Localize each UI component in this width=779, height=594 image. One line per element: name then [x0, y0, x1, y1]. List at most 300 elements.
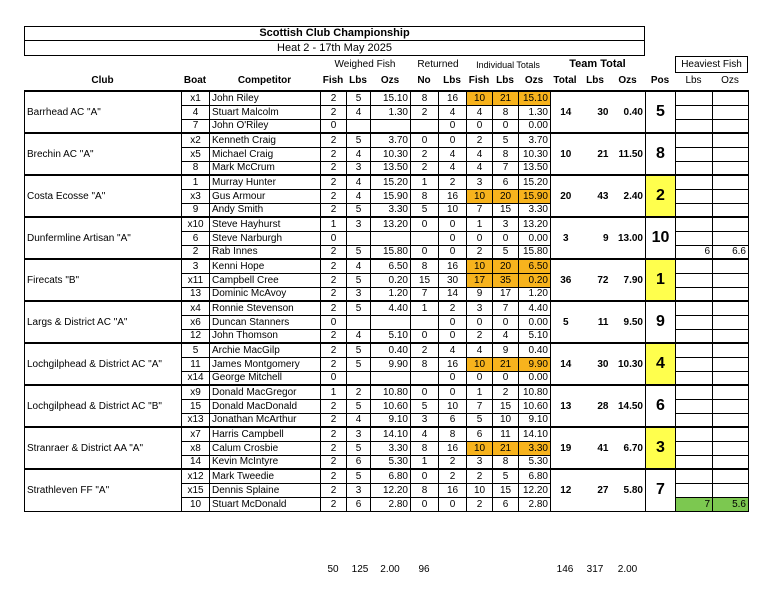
team-position: 8: [646, 133, 676, 175]
returned-lbs: 30: [439, 273, 467, 287]
individual-ozs: 0.40: [519, 343, 551, 357]
heaviest-fish-lbs: [676, 203, 713, 217]
individual-ozs: 13.50: [519, 161, 551, 175]
individual-lbs: 20: [493, 259, 519, 273]
team-total-fish: 3: [551, 217, 581, 259]
total-team-lbs: 317: [586, 564, 604, 575]
table-row: [25, 385, 749, 399]
individual-lbs: 35: [493, 273, 519, 287]
weighed-lbs: 4: [347, 105, 371, 119]
team-total-fish: 14: [551, 343, 581, 385]
heaviest-fish-ozs: [713, 357, 749, 371]
weighed-ozs: [371, 315, 411, 329]
heaviest-fish-lbs: [676, 105, 713, 119]
individual-fish: 10: [467, 441, 493, 455]
heaviest-fish-ozs: [713, 161, 749, 175]
club-name: Costa Ecosse "A": [25, 175, 182, 217]
heaviest-fish-lbs: 6: [676, 245, 713, 259]
competitor-name: Dominic McAvoy: [210, 287, 321, 301]
individual-ozs: 14.10: [519, 427, 551, 441]
weighed-ozs: [371, 119, 411, 133]
returned-lbs: 0: [439, 329, 467, 343]
heaviest-fish-lbs: [676, 161, 713, 175]
weighed-fish: 2: [321, 427, 347, 441]
individual-ozs: 12.20: [519, 483, 551, 497]
weighed-fish: 0: [321, 119, 347, 133]
individual-ozs: 15.10: [519, 91, 551, 105]
table-row: [25, 175, 749, 189]
weighed-ozs: 3.30: [371, 203, 411, 217]
heaviest-fish-lbs: [676, 343, 713, 357]
weighed-ozs: 15.20: [371, 175, 411, 189]
returned-no: 8: [411, 357, 439, 371]
weighed-fish: 2: [321, 483, 347, 497]
club-name: Dunfermline Artisan "A": [25, 217, 182, 259]
individual-lbs: 5: [493, 133, 519, 147]
competitor-name: John Thomson: [210, 329, 321, 343]
weighed-ozs: 1.30: [371, 105, 411, 119]
weighed-lbs: 5: [347, 343, 371, 357]
individual-lbs: 6: [493, 497, 519, 511]
boat-number: 1: [182, 175, 210, 189]
individual-fish: 2: [467, 497, 493, 511]
weighed-lbs: 5: [347, 91, 371, 105]
weighed-ozs: 4.40: [371, 301, 411, 315]
returned-lbs: 16: [439, 441, 467, 455]
heaviest-fish-ozs: [713, 455, 749, 469]
individual-lbs: 21: [493, 441, 519, 455]
competitor-name: John Riley: [210, 91, 321, 105]
heaviest-fish-ozs: [713, 385, 749, 399]
col-returned-lbs: Lbs: [443, 75, 461, 86]
returned-lbs: 8: [439, 427, 467, 441]
returned-lbs: 0: [439, 245, 467, 259]
club-name: Brechin AC "A": [25, 133, 182, 175]
col-ind-fish: Fish: [468, 75, 490, 86]
individual-fish: 3: [467, 175, 493, 189]
returned-no: 5: [411, 399, 439, 413]
competitor-name: Michael Craig: [210, 147, 321, 161]
team-total-lbs: 72: [581, 259, 611, 301]
individual-fish: 9: [467, 287, 493, 301]
individual-fish: 10: [467, 483, 493, 497]
returned-no: 0: [411, 133, 439, 147]
weighed-lbs: [347, 231, 371, 245]
competitor-name: James Montgomery: [210, 357, 321, 371]
returned-no: 0: [411, 385, 439, 399]
returned-no: 2: [411, 147, 439, 161]
weighed-ozs: 3.70: [371, 133, 411, 147]
individual-ozs: 3.30: [519, 203, 551, 217]
weighed-ozs: 10.80: [371, 385, 411, 399]
weighed-lbs: 5: [347, 245, 371, 259]
competitor-name: Kevin McIntyre: [210, 455, 321, 469]
individual-ozs: 0.00: [519, 119, 551, 133]
boat-number: x3: [182, 189, 210, 203]
boat-number: x10: [182, 217, 210, 231]
team-total-lbs: 11: [581, 301, 611, 343]
weighed-lbs: 5: [347, 357, 371, 371]
weighed-fish: 2: [321, 175, 347, 189]
boat-number: x6: [182, 315, 210, 329]
team-position: 6: [646, 385, 676, 427]
weighed-fish: 2: [321, 343, 347, 357]
heaviest-fish-lbs: [676, 469, 713, 483]
heaviest-fish-ozs: [713, 273, 749, 287]
returned-no: [411, 315, 439, 329]
col-ind-lbs: Lbs: [496, 75, 514, 86]
returned-lbs: 0: [439, 385, 467, 399]
heaviest-fish-ozs: [713, 301, 749, 315]
weighed-fish: 2: [321, 203, 347, 217]
individual-lbs: 8: [493, 105, 519, 119]
returned-no: 0: [411, 217, 439, 231]
weighed-ozs: 10.30: [371, 147, 411, 161]
returned-no: [411, 119, 439, 133]
club-name: Lochgilphead & District AC "A": [25, 343, 182, 385]
heaviest-fish-lbs: [676, 133, 713, 147]
team-position: 4: [646, 343, 676, 385]
weighed-lbs: 3: [347, 427, 371, 441]
heaviest-fish-ozs: [713, 427, 749, 441]
team-position: 10: [646, 217, 676, 259]
boat-number: x4: [182, 301, 210, 315]
individual-lbs: 10: [493, 413, 519, 427]
weighed-fish: 0: [321, 231, 347, 245]
weighed-fish: 2: [321, 287, 347, 301]
competitor-name: Stuart Malcolm: [210, 105, 321, 119]
individual-ozs: 5.30: [519, 455, 551, 469]
individual-lbs: 0: [493, 315, 519, 329]
team-total-lbs: 41: [581, 427, 611, 469]
competitor-name: Gus Armour: [210, 189, 321, 203]
weighed-fish: 2: [321, 441, 347, 455]
team-total-fish: 14: [551, 91, 581, 133]
individual-fish: 4: [467, 161, 493, 175]
team-total-ozs: 13.00: [611, 217, 646, 259]
weighed-ozs: 2.80: [371, 497, 411, 511]
table-row: [25, 259, 749, 273]
team-position: 5: [646, 91, 676, 133]
returned-lbs: 4: [439, 343, 467, 357]
team-total-fish: 10: [551, 133, 581, 175]
heaviest-fish-lbs: [676, 455, 713, 469]
team-total-lbs: 21: [581, 133, 611, 175]
individual-lbs: 21: [493, 91, 519, 105]
heaviest-fish-lbs: [676, 273, 713, 287]
boat-number: x11: [182, 273, 210, 287]
returned-lbs: 2: [439, 455, 467, 469]
individual-fish: 1: [467, 385, 493, 399]
individual-fish: 10: [467, 357, 493, 371]
weighed-fish: 0: [321, 371, 347, 385]
returned-lbs: 14: [439, 287, 467, 301]
individual-ozs: 13.20: [519, 217, 551, 231]
returned-lbs: 4: [439, 105, 467, 119]
competitor-name: Duncan Stanners: [210, 315, 321, 329]
weighed-lbs: 5: [347, 273, 371, 287]
returned-lbs: 10: [439, 399, 467, 413]
page-title: Scottish Club Championship: [24, 26, 645, 41]
returned-lbs: 4: [439, 147, 467, 161]
competitor-name: George Mitchell: [210, 371, 321, 385]
club-name: Stranraer & District AA "A": [25, 427, 182, 469]
heaviest-fish-ozs: [713, 189, 749, 203]
club-name: Largs & District AC "A": [25, 301, 182, 343]
club-name: Barrhead AC "A": [25, 91, 182, 133]
returned-lbs: 2: [439, 469, 467, 483]
individual-lbs: 7: [493, 161, 519, 175]
individual-ozs: 0.20: [519, 273, 551, 287]
individual-ozs: 2.80: [519, 497, 551, 511]
individual-lbs: 5: [493, 245, 519, 259]
team-total-fish: 13: [551, 385, 581, 427]
heaviest-fish-ozs: [713, 133, 749, 147]
total-fish: 50: [327, 564, 339, 575]
weighed-ozs: 10.60: [371, 399, 411, 413]
returned-no: 0: [411, 329, 439, 343]
heaviest-fish-ozs: [713, 315, 749, 329]
table-row: [25, 343, 749, 357]
heaviest-fish-ozs: [713, 231, 749, 245]
weighed-fish: 0: [321, 315, 347, 329]
individual-fish: 6: [467, 427, 493, 441]
weighed-fish: 2: [321, 357, 347, 371]
heaviest-fish-lbs: [676, 413, 713, 427]
weighed-fish: 1: [321, 217, 347, 231]
weighed-ozs: 14.10: [371, 427, 411, 441]
team-total-ozs: 2.40: [611, 175, 646, 217]
returned-no: 7: [411, 287, 439, 301]
team-total-fish: 5: [551, 301, 581, 343]
competitor-name: Jonathan McArthur: [210, 413, 321, 427]
col-boat: Boat: [183, 75, 207, 86]
weighed-lbs: 5: [347, 203, 371, 217]
individual-ozs: 9.90: [519, 357, 551, 371]
group-team-total: Team Total: [569, 58, 626, 70]
individual-ozs: 0.00: [519, 371, 551, 385]
returned-no: [411, 371, 439, 385]
individual-ozs: 9.10: [519, 413, 551, 427]
individual-ozs: 6.80: [519, 469, 551, 483]
heaviest-fish-lbs: 7: [676, 497, 713, 511]
individual-fish: 0: [467, 119, 493, 133]
individual-lbs: 0: [493, 119, 519, 133]
individual-fish: 7: [467, 399, 493, 413]
heaviest-fish-lbs: [676, 483, 713, 497]
individual-ozs: 6.50: [519, 259, 551, 273]
group-returned: Returned: [417, 59, 459, 70]
individual-lbs: 20: [493, 189, 519, 203]
heaviest-fish-ozs: [713, 287, 749, 301]
team-total-fish: 20: [551, 175, 581, 217]
boat-number: 8: [182, 161, 210, 175]
returned-no: 1: [411, 175, 439, 189]
team-total-fish: 19: [551, 427, 581, 469]
team-position: 1: [646, 259, 676, 301]
returned-lbs: 16: [439, 259, 467, 273]
individual-lbs: 4: [493, 329, 519, 343]
weighed-fish: 2: [321, 91, 347, 105]
returned-no: 1: [411, 301, 439, 315]
individual-ozs: 1.30: [519, 105, 551, 119]
individual-ozs: 4.40: [519, 301, 551, 315]
returned-lbs: 0: [439, 133, 467, 147]
returned-no: 4: [411, 427, 439, 441]
weighed-lbs: 5: [347, 441, 371, 455]
team-total-lbs: 30: [581, 91, 611, 133]
weighed-fish: 2: [321, 161, 347, 175]
competitor-name: Mark Tweedie: [210, 469, 321, 483]
weighed-fish: 2: [321, 469, 347, 483]
individual-lbs: 8: [493, 147, 519, 161]
col-hf-lbs: Lbs: [685, 75, 702, 86]
club-name: Strathleven FF "A": [25, 469, 182, 511]
returned-lbs: 0: [439, 371, 467, 385]
individual-lbs: 5: [493, 469, 519, 483]
weighed-fish: 2: [321, 147, 347, 161]
weighed-ozs: 15.90: [371, 189, 411, 203]
returned-no: 8: [411, 189, 439, 203]
individual-ozs: 10.60: [519, 399, 551, 413]
team-total-ozs: 14.50: [611, 385, 646, 427]
individual-ozs: 1.20: [519, 287, 551, 301]
boat-number: 11: [182, 357, 210, 371]
heaviest-fish-ozs: [713, 217, 749, 231]
returned-lbs: 0: [439, 217, 467, 231]
col-team-lbs: Lbs: [586, 75, 604, 86]
heaviest-fish-ozs: [713, 105, 749, 119]
col-team-ozs: Ozs: [618, 75, 637, 86]
individual-lbs: 15: [493, 399, 519, 413]
heaviest-fish-ozs: [713, 469, 749, 483]
returned-no: 0: [411, 245, 439, 259]
weighed-lbs: 4: [347, 147, 371, 161]
weighed-ozs: 15.80: [371, 245, 411, 259]
returned-no: 8: [411, 91, 439, 105]
heaviest-fish-ozs: 5.6: [713, 497, 749, 511]
individual-fish: 0: [467, 371, 493, 385]
heaviest-fish-lbs: [676, 427, 713, 441]
col-ozs: Ozs: [380, 75, 400, 86]
competitor-name: Harris Campbell: [210, 427, 321, 441]
heaviest-fish-ozs: [713, 413, 749, 427]
individual-lbs: 2: [493, 385, 519, 399]
weighed-lbs: 4: [347, 413, 371, 427]
team-total-ozs: 7.90: [611, 259, 646, 301]
boat-number: 9: [182, 203, 210, 217]
individual-fish: 10: [467, 189, 493, 203]
competitor-name: Steve Narburgh: [210, 231, 321, 245]
weighed-ozs: 13.50: [371, 161, 411, 175]
weighed-ozs: 5.30: [371, 455, 411, 469]
individual-fish: 2: [467, 329, 493, 343]
boat-number: x2: [182, 133, 210, 147]
individual-fish: 7: [467, 203, 493, 217]
competitor-name: John O'Riley: [210, 119, 321, 133]
individual-fish: 4: [467, 105, 493, 119]
boat-number: x8: [182, 441, 210, 455]
table-row: [25, 91, 749, 105]
weighed-fish: 2: [321, 399, 347, 413]
competitor-name: Steve Hayhurst: [210, 217, 321, 231]
heaviest-fish-lbs: [676, 189, 713, 203]
individual-lbs: 8: [493, 455, 519, 469]
weighed-ozs: 13.20: [371, 217, 411, 231]
heaviest-fish-ozs: [713, 175, 749, 189]
team-total-lbs: 9: [581, 217, 611, 259]
boat-number: 13: [182, 287, 210, 301]
individual-ozs: 15.80: [519, 245, 551, 259]
returned-no: 8: [411, 259, 439, 273]
weighed-ozs: 6.50: [371, 259, 411, 273]
competitor-name: Kenni Hope: [210, 259, 321, 273]
heaviest-fish-lbs: [676, 287, 713, 301]
individual-fish: 0: [467, 231, 493, 245]
weighed-fish: 1: [321, 385, 347, 399]
individual-fish: 2: [467, 469, 493, 483]
competitor-name: Campbell Cree: [210, 273, 321, 287]
weighed-lbs: 2: [347, 385, 371, 399]
col-competitor: Competitor: [237, 75, 292, 86]
weighed-fish: 2: [321, 189, 347, 203]
team-position: 3: [646, 427, 676, 469]
returned-lbs: 16: [439, 357, 467, 371]
individual-ozs: 0.00: [519, 231, 551, 245]
returned-lbs: 0: [439, 231, 467, 245]
heaviest-fish-lbs: [676, 147, 713, 161]
heaviest-fish-lbs: [676, 441, 713, 455]
individual-fish: 2: [467, 133, 493, 147]
team-total-ozs: 5.80: [611, 469, 646, 511]
returned-no: 8: [411, 483, 439, 497]
boat-number: x14: [182, 371, 210, 385]
weighed-lbs: 3: [347, 483, 371, 497]
weighed-lbs: 4: [347, 259, 371, 273]
club-name: Lochgilphead & District AC "B": [25, 385, 182, 427]
col-returned-no: No: [417, 75, 431, 86]
heaviest-fish-ozs: [713, 119, 749, 133]
results-table: [24, 90, 749, 512]
individual-fish: 2: [467, 245, 493, 259]
individual-ozs: 3.70: [519, 133, 551, 147]
heaviest-fish-lbs: [676, 301, 713, 315]
team-total-lbs: 27: [581, 469, 611, 511]
team-total-fish: 36: [551, 259, 581, 301]
competitor-name: Dennis Splaine: [210, 483, 321, 497]
boat-number: 3: [182, 259, 210, 273]
weighed-lbs: 4: [347, 175, 371, 189]
weighed-fish: 2: [321, 133, 347, 147]
boat-number: 5: [182, 343, 210, 357]
individual-ozs: 5.10: [519, 329, 551, 343]
table-row: [25, 469, 749, 483]
competitor-name: Andy Smith: [210, 203, 321, 217]
returned-lbs: 6: [439, 413, 467, 427]
individual-fish: 5: [467, 413, 493, 427]
table-row: [25, 133, 749, 147]
individual-fish: 3: [467, 301, 493, 315]
returned-no: 2: [411, 161, 439, 175]
individual-fish: 4: [467, 147, 493, 161]
heaviest-fish-lbs: [676, 371, 713, 385]
total-team-ozs: 2.00: [617, 564, 638, 575]
weighed-ozs: 9.90: [371, 357, 411, 371]
boat-number: x7: [182, 427, 210, 441]
heaviest-fish-ozs: [713, 147, 749, 161]
heaviest-fish-lbs: [676, 175, 713, 189]
col-club: Club: [91, 75, 114, 86]
